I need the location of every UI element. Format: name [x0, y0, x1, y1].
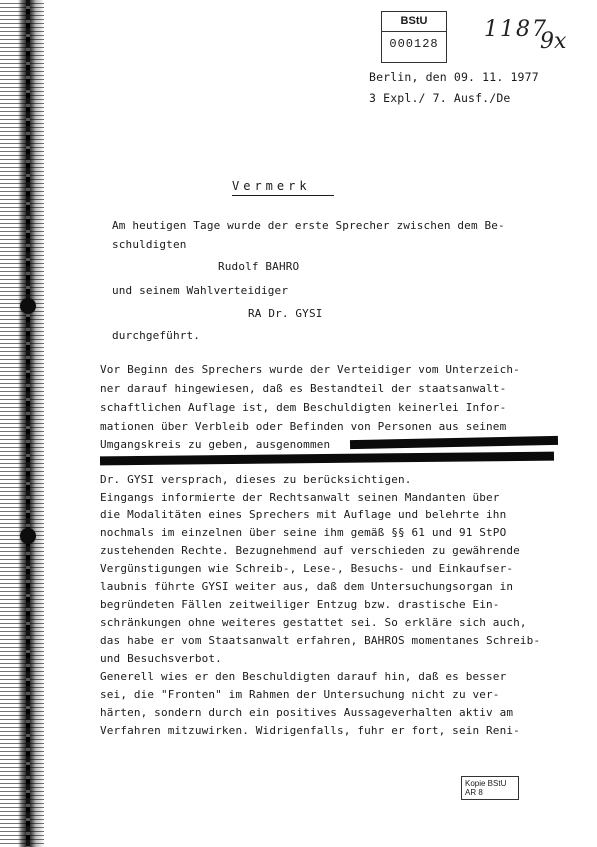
redaction-bar [350, 436, 558, 449]
body-line: schuldigten [112, 238, 187, 251]
body-line: Umgangskreis zu geben, ausgenommen [100, 438, 331, 451]
body-line: Dr. GYSI versprach, dieses zu berücksichtigen. [100, 473, 412, 486]
handwritten-page-number: 1187 [484, 17, 548, 42]
body-line: Eingangs informierte der Rechtsanwalt seinen Mandanten über [100, 491, 500, 504]
body-line: und seinem Wahlverteidiger [112, 284, 289, 297]
body-line: ner darauf hingewiesen, daß es Bestandteil der staatsanwalt- [100, 382, 507, 395]
binding-edge [0, 0, 44, 847]
body-line: schränkungen ohne weiteres gestattet sei. So erkläre sich auch, [100, 616, 527, 629]
body-line: Am heutigen Tage wurde der erste Sprecher zwischen dem Be- [112, 219, 505, 232]
punch-hole-lower [20, 528, 36, 544]
copy-stamp-line1: Kopie BStU [465, 779, 507, 788]
document-title: Vermerk [232, 179, 311, 193]
body-line: Vor Beginn des Sprechers wurde der Verteidiger vom Unterzeich- [100, 363, 520, 376]
body-line: nochmals im einzelnen über seine ihm gemäß §§ 61 und 91 StPO [100, 526, 507, 539]
copy-stamp-line2: AR 8 [465, 788, 483, 797]
body-line: Vergünstigungen wie Schreib-, Lese-, Besuchs- und Einkaufser- [100, 562, 514, 575]
document-title-underline [232, 195, 334, 196]
redaction-bar [100, 452, 554, 466]
body-line: das habe er vom Staatsanwalt erfahren, BAHROS momentanes Schreib- [100, 634, 541, 647]
body-line: härten, sondern durch ein positives Aussageverhalten aktiv am [100, 706, 514, 719]
body-line: und Besuchsverbot. [100, 652, 222, 665]
body-line: zustehenden Rechte. Bezugnehmend auf verschieden zu gewährende [100, 544, 520, 557]
header-place-date: Berlin, den 09. 11. 1977 [369, 70, 539, 84]
body-line: begründeten Fällen zeitweiliger Entzug bzw. drastische Ein- [100, 598, 500, 611]
body-line: schaftlichen Auflage ist, dem Beschuldigten keinerlei Infor- [100, 401, 507, 414]
body-line: sei, die "Fronten" im Rahmen der Untersuchung nicht zu ver- [100, 688, 500, 701]
archive-stamp [381, 11, 447, 63]
header-copies: 3 Expl./ 7. Ausf./De [369, 91, 511, 105]
body-line: mationen über Verbleib oder Befinden von Personen aus seinem [100, 420, 507, 433]
body-line: Verfahren mitzuwirken. Widrigenfalls, fuhr er fort, sein Reni- [100, 724, 520, 737]
handwritten-suffix: 9x [540, 29, 567, 54]
lawyer-name: RA Dr. GYSI [248, 307, 323, 320]
archive-stamp-number: 000128 [389, 37, 439, 51]
body-line: die Modalitäten eines Sprechers mit Auflage und belehrte ihn [100, 508, 507, 521]
body-line: Generell wies er den Beschuldigten darauf hin, daß es besser [100, 670, 507, 683]
punch-hole-upper [20, 298, 36, 314]
archive-stamp-divider [382, 31, 446, 32]
body-line: laubnis führte GYSI weiter aus, daß dem Untersuchungsorgan in [100, 580, 514, 593]
archive-stamp-label: BStU [400, 15, 428, 27]
accused-name: Rudolf BAHRO [218, 260, 300, 273]
copy-stamp [461, 776, 519, 800]
binding-edge-line [26, 0, 30, 847]
body-line: durchgeführt. [112, 329, 201, 342]
